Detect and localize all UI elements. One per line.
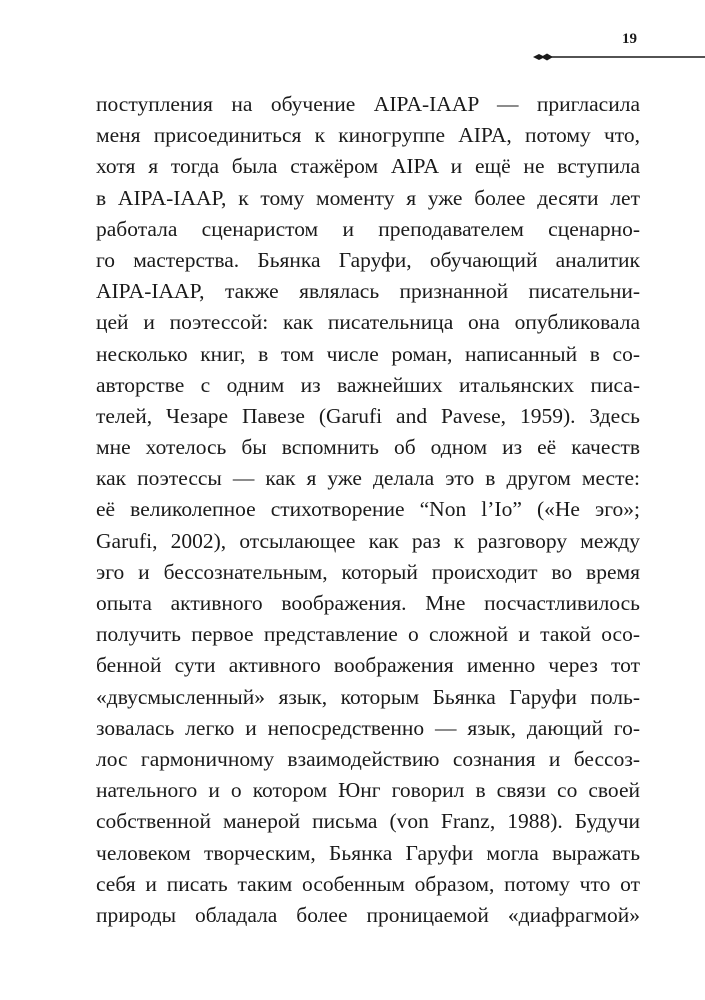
text-line: Garufi, 2002), отсылающее как раз к разговору между (96, 528, 640, 553)
text-line: «двусмысленный» язык, которым Бьянка Гаруфи поль- (96, 684, 640, 709)
text-line: получить первое представление о сложной и такой осо- (96, 622, 640, 647)
text-line: лос гармоничному взаимодействию сознания и бессоз- (96, 746, 640, 771)
text-line: эго и бессознательным, который происходит во время (96, 559, 640, 584)
text-line: телей, Чезаре Павезе (Garufi and Pavese, 1959). Здесь (96, 403, 640, 428)
text-line: опыта активного воображения. Мне посчастливилось (96, 591, 640, 615)
body-text (96, 89, 640, 931)
text-line: го мастерства. Бьянка Гаруфи, обучающий аналитик (96, 247, 640, 272)
text-line: её великолепное стихотворение “Non l’Io” («Не эго»; (96, 497, 640, 522)
text-line: хотя я тогда была стажёром AIPA и ещё не вступила (96, 154, 640, 179)
text-line: человеком творческим, Бьянка Гаруфи могла выражать (96, 840, 640, 865)
text-line: цей и поэтессой: как писательница она опубликовала (96, 310, 640, 335)
text-line: меня присоединиться к киногруппе AIPA, потому что, (96, 123, 640, 148)
text-line: несколько книг, в том числе роман, написанный в со- (96, 341, 640, 366)
text-line: нательного и о котором Юнг говорил в связи со своей (96, 778, 640, 803)
text-line: бенной сути активного воображения именно через тот (96, 653, 640, 678)
text-line: авторстве с одним из важнейших итальянских писа- (96, 372, 640, 397)
header-ornament-rule (533, 51, 705, 63)
page-number: 19 (622, 31, 637, 47)
text-line: в AIPA-IAAP, к тому моменту я уже более десяти лет (96, 185, 640, 210)
text-line: зовалась легко и непосредственно — язык, дающий го- (96, 715, 640, 740)
text-line: мне хотелось бы вспомнить об одном из её качеств (96, 435, 640, 460)
text-line: природы обладала более проницаемой «диафрагмой» (96, 902, 640, 927)
text-line: поступления на обучение AIPA-IAAP — пригласила (96, 92, 640, 116)
text-line: AIPA-IAAP, также являлась признанной писательни- (96, 279, 640, 304)
text-line: как поэтессы — как я уже делала это в другом месте: (96, 466, 640, 491)
text-line: себя и писать таким особенным образом, потому что от (96, 871, 640, 896)
text-line: работала сценаристом и преподавателем сценарно- (96, 216, 640, 241)
text-line: собственной манерой письма (von Franz, 1988). Будучи (96, 809, 640, 834)
